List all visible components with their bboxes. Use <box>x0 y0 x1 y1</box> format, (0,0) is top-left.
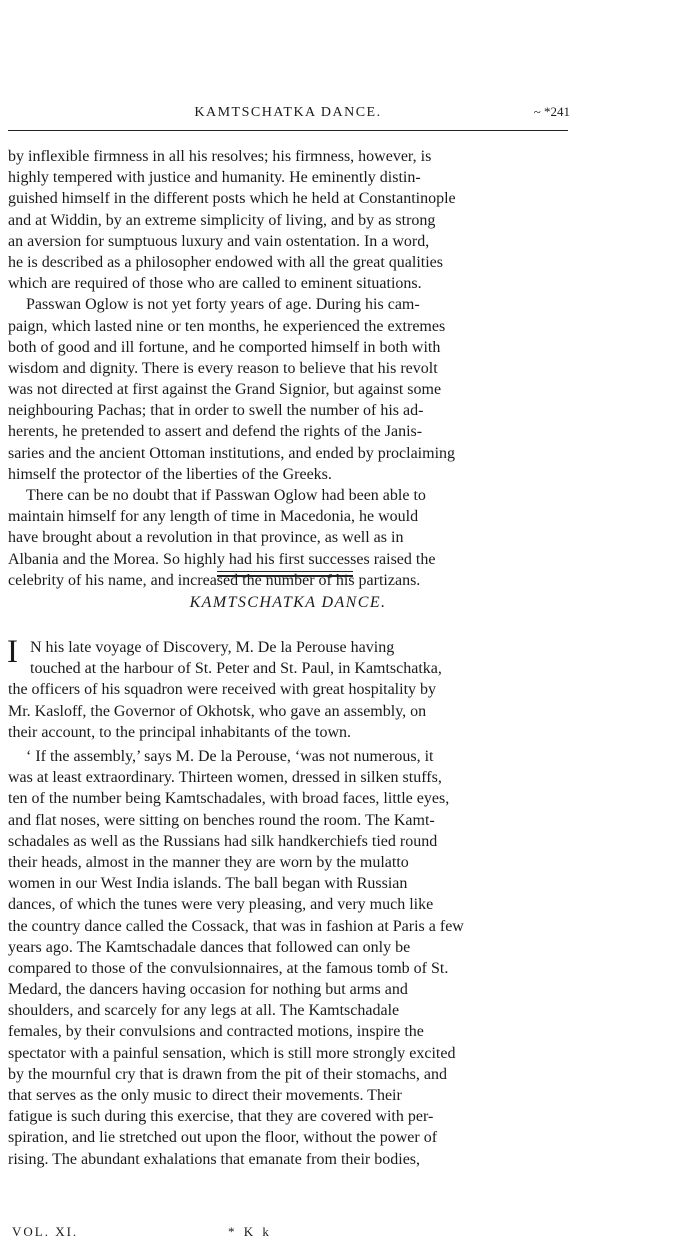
header-rule <box>8 130 568 131</box>
text-line: saries and the ancient Ottoman institutions, and ended by proclaiming <box>8 444 456 462</box>
text-line: by the mournful cry that is drawn from the pit of their stomachs, and <box>8 1065 448 1083</box>
text-line: schadales as well as the Russians had silk handkerchiefs tied round <box>8 832 438 850</box>
running-title: KAMTSCHATKA DANCE. <box>194 105 382 120</box>
text-line: their account, to the principal inhabitants of the town. <box>8 723 352 741</box>
text-line: dances, of which the tunes were very pleasing, and very much like <box>8 896 434 914</box>
text-line: both of good and ill fortune, and he comported himself in both with <box>8 338 441 356</box>
text-line: the officers of his squadron were received with great hospitality by <box>8 681 437 699</box>
text-line: females, by their convulsions and contracted motions, inspire the <box>8 1023 424 1041</box>
text-line: and at Widdin, by an extreme simplicity of living, and by as strong <box>8 211 436 229</box>
text-line: years ago. The Kamtschadale dances that followed can only be <box>8 938 411 956</box>
text-line: There can be no doubt that if Passwan Oglow had been able to <box>26 487 426 504</box>
text-line: paign, which lasted nine or ten months, he experienced the extremes <box>8 317 446 335</box>
section-divider <box>217 571 353 577</box>
text-line: wisdom and dignity. There is every reason to believe that his revolt <box>8 359 438 377</box>
text-line: celebrity of his name, and increased the number of his partizans. <box>8 571 421 589</box>
section-title: KAMTSCHATKA DANCE. <box>189 594 387 611</box>
text-line: spiration, and lie stretched out upon the floor, without the power of <box>8 1129 438 1147</box>
text-line: fatigue is such during this exercise, that they are covered with per- <box>8 1108 434 1126</box>
text-line: which are required of those who are called to eminent situations. <box>8 275 422 293</box>
paragraph-intro <box>7 634 568 743</box>
text-line: have brought about a revolution in that province, as well as in <box>8 529 404 547</box>
text-line: compared to those of the convulsionnaires, at the famous tomb of St. <box>8 959 449 977</box>
page-number: ~ *241 <box>533 104 570 119</box>
text-line: their heads, almost in the manner they are worn by the mulatto <box>8 853 409 871</box>
text-line: N his late voyage of Discovery, M. De la Perouse having <box>30 639 395 656</box>
text-line: maintain himself for any length of time in Macedonia, he would <box>8 508 419 526</box>
text-line: herents, he pretended to assert and defend the rights of the Janis- <box>8 423 423 441</box>
text-line: Passwan Oglow is not yet forty years of age. During his cam- <box>26 296 420 314</box>
divider-rule <box>217 575 353 577</box>
text-line: neighbouring Pachas; that in order to swell the number of his ad- <box>8 402 424 420</box>
text-line: shoulders, and scarcely for any legs at all. The Kamtschadale <box>8 1002 400 1020</box>
text-line: and flat noses, were sitting on benches round the room. The Kamt- <box>8 811 435 829</box>
divider-rule <box>217 571 353 572</box>
paragraph-quote <box>8 746 568 1170</box>
text-line: Medard, the dancers having occasion for nothing but arms and <box>8 981 408 999</box>
text-line: ten of the number being Kamtschadales, with broad faces, little eyes, <box>8 790 450 808</box>
text-line: was not directed at first against the Grand Signior, but against some <box>8 381 442 399</box>
page-header <box>8 105 568 127</box>
text-line: rising. The abundant exhalations that emanate from their bodies, <box>8 1150 421 1168</box>
volume-signature: VOL. XI. <box>12 1224 79 1239</box>
text-line: Mr. Kasloff, the Governor of Okhotsk, who gave an assembly, on <box>8 702 427 720</box>
drop-cap: I <box>7 634 18 670</box>
text-line: by inflexible firmness in all his resolves; his firmness, however, is <box>8 148 432 165</box>
text-line: was at least extraordinary. Thirteen women, dressed in silken stuffs, <box>8 769 442 787</box>
text-line: the country dance called the Cossack, that was in fashion at Paris a few <box>8 917 464 935</box>
text-line: himself the protector of the liberties of the Greeks. <box>8 465 332 483</box>
text-line: guished himself in the different posts which he held at Constantinople <box>8 190 456 208</box>
text-line: that serves as the only music to direct their movements. Their <box>8 1087 402 1104</box>
text-line: he is described as a philosopher endowed with all the great qualities <box>8 253 443 271</box>
text-line: touched at the harbour of St. Peter and St. Paul, in Kamtschatka, <box>30 660 442 678</box>
text-line: women in our West India islands. The ball began with Russian <box>8 875 408 893</box>
text-line: Albania and the Morea. So highly had his first successes raised the <box>8 550 436 568</box>
paragraph-firmness <box>8 146 568 591</box>
text-line: an aversion for sumptuous luxury and vain ostentation. In a word, <box>8 232 430 250</box>
text-line: spectator with a painful sensation, which is still more strongly excited <box>8 1044 456 1062</box>
text-line: highly tempered with justice and humanity. He eminently distin- <box>8 169 421 187</box>
text-line: ‘ If the assembly,’ says M. De la Perouse, ‘was not numerous, it <box>26 748 434 765</box>
sheet-mark: * K k <box>228 1224 272 1239</box>
page-footer <box>8 1224 568 1244</box>
